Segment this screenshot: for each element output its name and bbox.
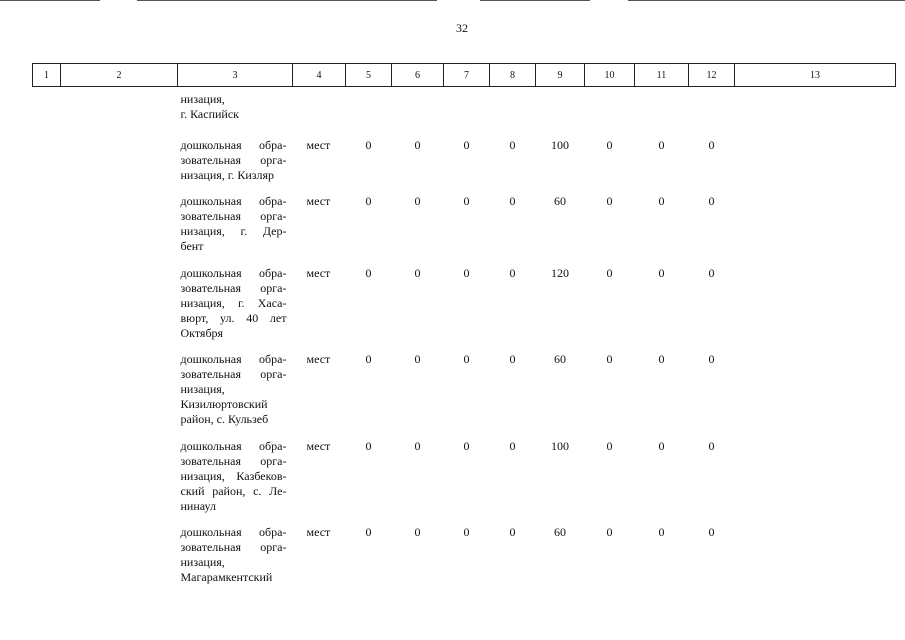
cell-col-2: [61, 87, 178, 134]
value-cell-col-6: 0: [414, 137, 421, 152]
value-cell-col-5: [346, 87, 392, 134]
top-edge-rule: [137, 0, 437, 1]
value-cell-col-10: 0: [606, 438, 613, 453]
cell-col-1: [33, 435, 61, 521]
column-header-11: 11: [635, 64, 689, 87]
value-cell-col-8: [490, 87, 536, 134]
value-cell-col-7: 0: [463, 438, 470, 453]
value-cell-col-8: 0: [509, 438, 516, 453]
object-name-line: район, с. Кульзеб: [180, 411, 269, 426]
table-row: [33, 435, 896, 521]
top-edge-rule: [628, 0, 905, 1]
cell-col-2: [61, 521, 178, 591]
value-cell-col-9: 60: [554, 524, 566, 539]
top-edge-rule: [0, 0, 100, 1]
value-cell-col-10: [585, 87, 635, 134]
object-name-line: г. Каспийск: [180, 107, 239, 121]
object-name-line: Магарамкентский: [180, 569, 273, 584]
cell-col-13: [735, 262, 896, 348]
cell-col-2: [61, 435, 178, 521]
object-name-line: бент: [180, 238, 204, 253]
object-name-line: зовательная орга-: [180, 453, 287, 468]
value-cell-col-10: 0: [606, 351, 613, 366]
cell-col-2: [61, 134, 178, 190]
column-header-12: 12: [689, 64, 735, 87]
table-row: [33, 348, 896, 435]
column-header-13: 13: [735, 64, 896, 87]
value-cell-col-12: 0: [708, 137, 715, 152]
value-cell-col-9: 100: [551, 137, 569, 152]
value-cell-col-9: 100: [551, 438, 569, 453]
value-cell-col-7: 0: [463, 351, 470, 366]
unit-cell: мест: [306, 524, 331, 539]
object-name-cell: [178, 262, 293, 348]
column-header-1: 1: [33, 64, 61, 87]
object-name-line: низация, г. Хаса-: [180, 295, 287, 310]
value-cell-col-11: 0: [658, 265, 665, 280]
cell-col-1: [33, 134, 61, 190]
object-name-line: зовательная орга-: [180, 208, 287, 223]
object-name-line: низация, Казбеков-: [180, 468, 287, 483]
cell-col-2: [61, 348, 178, 435]
value-cell-col-5: 0: [365, 193, 372, 208]
value-cell-col-12: 0: [708, 193, 715, 208]
value-cell-col-10: 0: [606, 193, 613, 208]
object-name-line: нинаул: [180, 498, 216, 513]
page-number: 32: [456, 21, 468, 35]
value-cell-col-7: 0: [463, 137, 470, 152]
value-cell-col-10: 0: [606, 524, 613, 539]
value-cell-col-8: 0: [509, 193, 516, 208]
object-name-line: дошкольная обра-: [180, 438, 287, 453]
top-edge-rule: [480, 0, 590, 1]
value-cell-col-7: 0: [463, 265, 470, 280]
object-name-line: вюрт, ул. 40 лет: [180, 310, 287, 325]
cell-col-13: [735, 134, 896, 190]
value-cell-col-11: 0: [658, 137, 665, 152]
value-cell-col-12: 0: [708, 524, 715, 539]
table-row: [33, 134, 896, 190]
value-cell-col-11: [635, 87, 689, 134]
value-cell-col-5: 0: [365, 438, 372, 453]
value-cell-col-6: [392, 87, 444, 134]
value-cell-col-10: 0: [606, 137, 613, 152]
value-cell-col-6: 0: [414, 438, 421, 453]
cell-col-13: [735, 435, 896, 521]
value-cell-col-6: 0: [414, 524, 421, 539]
cell-col-13: [735, 190, 896, 262]
value-cell-col-7: 0: [463, 524, 470, 539]
object-name-line: низация, г. Кизляр: [180, 167, 275, 182]
object-name-line: Октября: [180, 325, 224, 340]
cell-col-13: [735, 521, 896, 591]
column-header-6: 6: [392, 64, 444, 87]
value-cell-col-9: 60: [554, 351, 566, 366]
object-name-line: ский район, с. Ле-: [180, 483, 287, 498]
value-cell-col-12: 0: [708, 265, 715, 280]
object-name-line: дошкольная обра-: [180, 524, 287, 539]
value-cell-col-9: 60: [554, 193, 566, 208]
value-cell-col-11: 0: [658, 438, 665, 453]
value-cell-col-12: 0: [708, 438, 715, 453]
value-cell-col-11: 0: [658, 193, 665, 208]
value-cell-col-9: [536, 87, 585, 134]
object-name-cell: [178, 435, 293, 521]
object-name-line: Кизилюртовский: [180, 396, 268, 411]
column-header-8: 8: [490, 64, 536, 87]
object-name-line: дошкольная обра-: [180, 193, 287, 208]
value-cell-col-6: 0: [414, 193, 421, 208]
value-cell-col-5: 0: [365, 137, 372, 152]
value-cell-col-6: 0: [414, 351, 421, 366]
column-header-9: 9: [536, 64, 585, 87]
value-cell-col-11: 0: [658, 524, 665, 539]
unit-cell: мест: [306, 137, 331, 152]
object-name-line: дошкольная обра-: [180, 137, 287, 152]
value-cell-col-12: [689, 87, 735, 134]
object-name-line: зовательная орга-: [180, 152, 287, 167]
object-name-line: низация, г. Дер-: [180, 223, 287, 238]
object-name-line: дошкольная обра-: [180, 265, 287, 280]
value-cell-col-8: 0: [509, 524, 516, 539]
object-name-line: зовательная орга-: [180, 539, 287, 554]
value-cell-col-5: 0: [365, 524, 372, 539]
object-name-line: низация,: [180, 554, 225, 569]
table-header-row: [33, 64, 896, 87]
cell-col-2: [61, 190, 178, 262]
cell-col-1: [33, 348, 61, 435]
value-cell-col-5: 0: [365, 265, 372, 280]
column-header-3: 3: [178, 64, 293, 87]
value-cell-col-7: 0: [463, 193, 470, 208]
unit-cell: мест: [306, 193, 331, 208]
table-row: [33, 190, 896, 262]
cell-col-13: [735, 348, 896, 435]
value-cell-col-10: 0: [606, 265, 613, 280]
cell-col-1: [33, 521, 61, 591]
cell-col-1: [33, 87, 61, 134]
value-cell-col-5: 0: [365, 351, 372, 366]
object-name-cell: [178, 87, 293, 134]
value-cell-col-7: [444, 87, 490, 134]
column-header-7: 7: [444, 64, 490, 87]
value-cell-col-8: 0: [509, 351, 516, 366]
object-name-line: дошкольная обра-: [180, 351, 287, 366]
table-row: [33, 87, 896, 134]
cell-col-13: [735, 87, 896, 134]
value-cell-col-8: 0: [509, 137, 516, 152]
value-cell-col-6: 0: [414, 265, 421, 280]
column-header-2: 2: [61, 64, 178, 87]
value-cell-col-11: 0: [658, 351, 665, 366]
object-name-cell: [178, 348, 293, 435]
column-header-5: 5: [346, 64, 392, 87]
object-name-cell: [178, 521, 293, 591]
object-name-line: низация,: [180, 92, 225, 106]
table-body: [33, 87, 896, 591]
data-table: [32, 63, 896, 591]
value-cell-col-8: 0: [509, 265, 516, 280]
value-cell-col-9: 120: [551, 265, 569, 280]
table-row: [33, 521, 896, 591]
value-cell-col-12: 0: [708, 351, 715, 366]
object-name-cell: [178, 134, 293, 190]
cell-col-2: [61, 262, 178, 348]
object-name-line: зовательная орга-: [180, 280, 287, 295]
object-name-line: низация,: [180, 381, 225, 396]
unit-cell: мест: [306, 438, 331, 453]
unit-cell: мест: [306, 351, 331, 366]
column-header-4: 4: [293, 64, 346, 87]
object-name-cell: [178, 190, 293, 262]
cell-col-1: [33, 262, 61, 348]
table-row: [33, 262, 896, 348]
column-header-10: 10: [585, 64, 635, 87]
unit-cell: [293, 87, 346, 134]
unit-cell: мест: [306, 265, 331, 280]
object-name-line: зовательная орга-: [180, 366, 287, 381]
cell-col-1: [33, 190, 61, 262]
